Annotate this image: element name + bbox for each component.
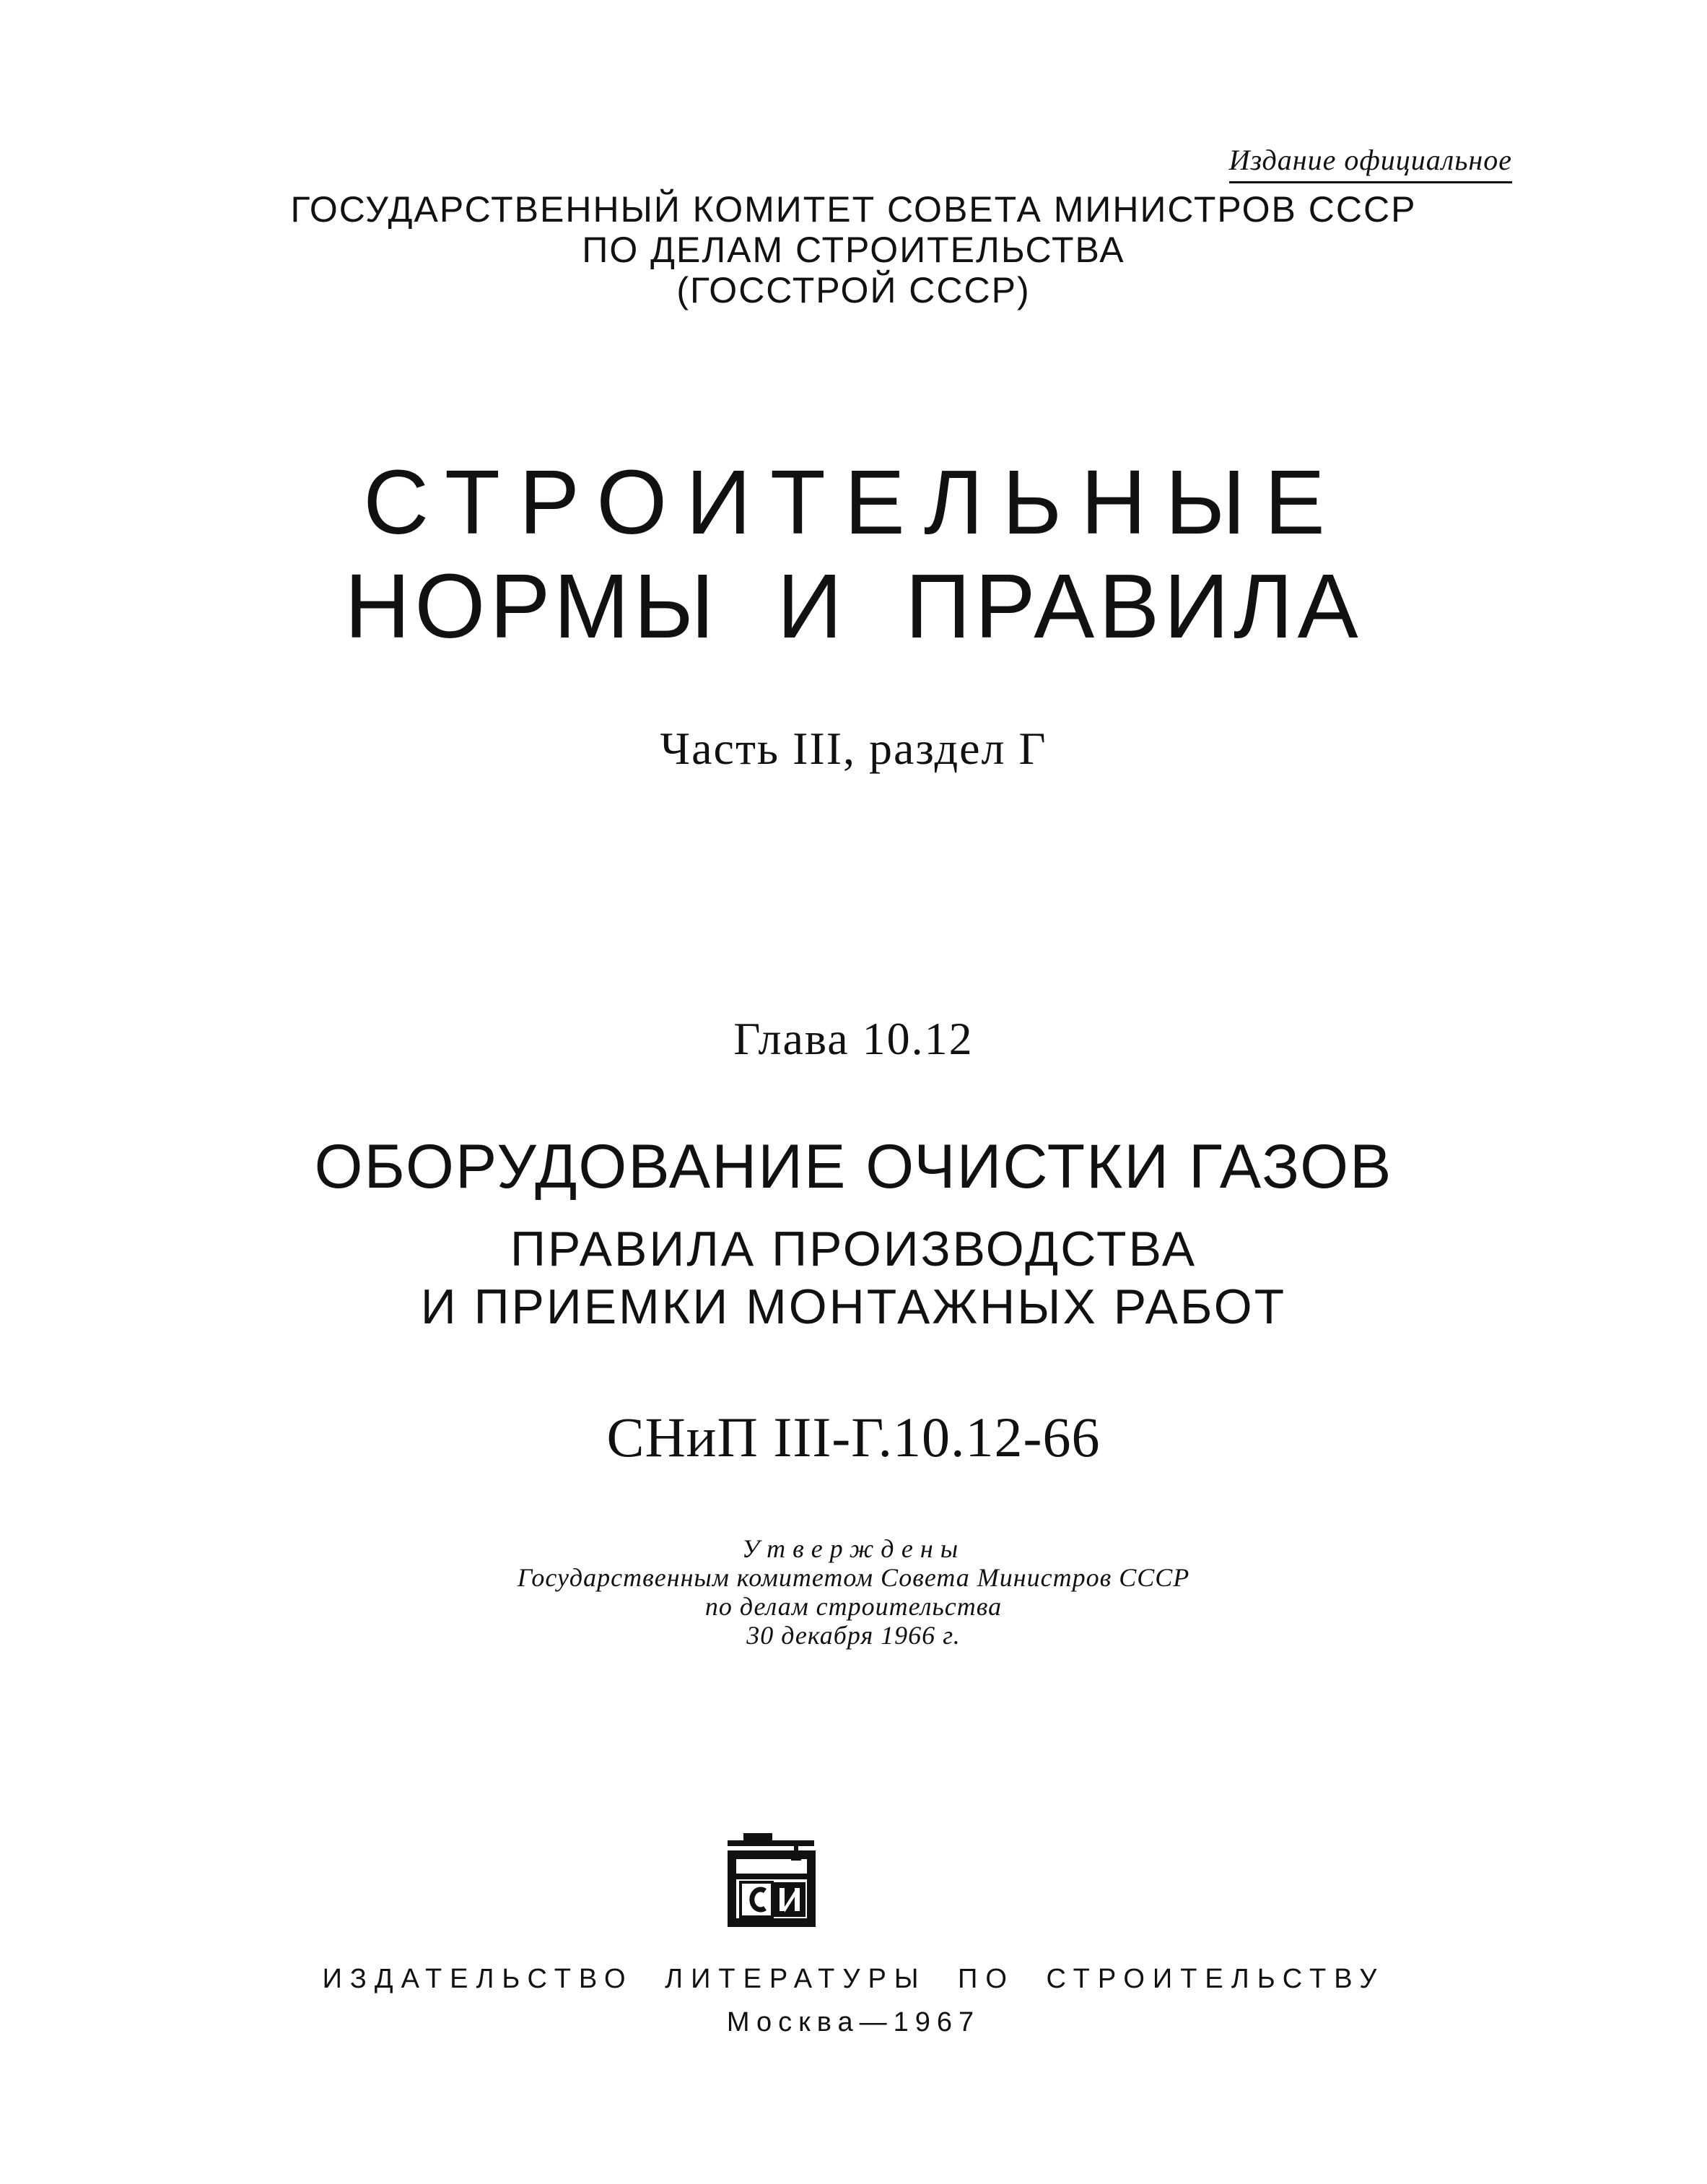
part-section-label: Часть III, раздел Г (660, 723, 1047, 774)
main-title-line-2: НОРМЫ И ПРАВИЛА (344, 555, 1363, 657)
approval-line-4: 30 декабря 1966 г. (746, 1621, 961, 1650)
publisher-city-year: Москва—1967 (726, 2007, 981, 2037)
chapter-label: Глава 10.12 (733, 1013, 974, 1064)
approval-line-1: Утверждены (741, 1534, 966, 1563)
organization-line-1: ГОСУДАРСТВЕННЫЙ КОМИТЕТ СОВЕТА МИНИСТРОВ СССР (290, 189, 1417, 230)
organization-line-3: (ГОССТРОЙ СССР) (676, 270, 1031, 310)
organization-line-2: ПО ДЕЛАМ СТРОИТЕЛЬСТВА (582, 230, 1125, 270)
chapter-subject: ОБОРУДОВАНИЕ ОЧИСТКИ ГАЗОВ (314, 1132, 1393, 1201)
approval-line-2: Государственным комитетом Совета Министров СССР (517, 1563, 1190, 1592)
approval-line-3: по делам строительства (704, 1592, 1003, 1621)
main-title-line-1: СТРОИТЕЛЬНЫЕ (363, 451, 1344, 553)
chapter-subtitle-line-1: ПРАВИЛА ПРОИЗВОДСТВА (510, 1222, 1197, 1276)
publisher-name: ИЗДАТЕЛЬСТВО ЛИТЕРАТУРЫ ПО СТРОИТЕЛЬСТВУ (322, 1964, 1385, 1994)
edition-note: Издание официальное (1229, 143, 1512, 183)
publisher-logo-icon (722, 1830, 820, 1927)
chapter-subtitle-line-2: И ПРИЕМКИ МОНТАЖНЫХ РАБОТ (420, 1279, 1287, 1334)
document-code: СНиП III-Г.10.12-66 (606, 1406, 1101, 1469)
